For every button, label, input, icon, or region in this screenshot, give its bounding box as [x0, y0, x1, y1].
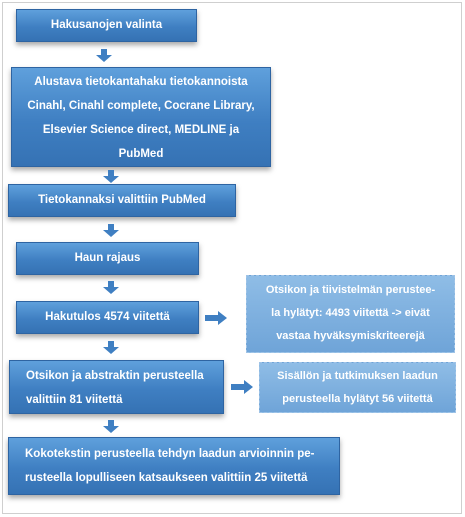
- step-text: rusteella lopulliseen katsaukseen valittiin 25 viitettä: [25, 472, 308, 484]
- arrow-down-icon: [103, 341, 119, 354]
- step-text: Elsevier Science direct, MEDLINE ja: [42, 124, 240, 136]
- arrow-right-icon: [205, 311, 227, 325]
- arrow-down-icon: [103, 420, 119, 433]
- step-text: Haun rajaus: [74, 252, 141, 264]
- exclusion-text: vastaa hyväksymiskriteerejä: [276, 330, 425, 342]
- arrow-down-icon: [103, 170, 119, 183]
- step-text: Hakutulos 4574 viitettä: [45, 311, 170, 323]
- step-text: Hakusanojen valinta: [50, 19, 163, 31]
- arrow-down-icon: [96, 49, 112, 62]
- arrow-right-icon: [231, 380, 253, 394]
- step-search-limitation: [16, 242, 199, 275]
- step-text: PubMed: [118, 148, 164, 160]
- step-text: Otsikon ja abstraktin perusteella: [26, 370, 204, 382]
- exclusion-text: Sisällön ja tutkimuksen laadun: [277, 370, 438, 382]
- step-text: valittiin 81 viitettä: [26, 394, 123, 406]
- exclusion-text: perusteella hylätyt 56 viitettä: [282, 393, 433, 405]
- step-chosen-database: [8, 184, 236, 217]
- step-text: Tietokannaksi valittiin PubMed: [38, 194, 206, 206]
- step-text: Kokotekstin perusteella tehdyn laadun arvioinnin pe-: [25, 448, 315, 460]
- step-search-result: [16, 301, 199, 334]
- step-final-selection: [8, 437, 340, 495]
- step-text: Cinahl, Cinahl complete, Cocrane Library,: [27, 100, 255, 112]
- step-title-abstract-selection: [9, 360, 224, 414]
- exclusion-text: Otsikon ja tiivistelmän perustee-: [265, 284, 436, 296]
- step-keyword-selection: [16, 9, 197, 42]
- arrow-down-icon: [103, 224, 119, 237]
- exclusion-text: la hylätyt: 4493 viitettä -> eivät: [271, 307, 430, 319]
- arrow-down-icon: [103, 281, 119, 294]
- exclusion-content-quality: [259, 362, 456, 413]
- step-text: Alustava tietokantahaku tietokannoista: [34, 76, 248, 88]
- step-preliminary-database-search: [11, 67, 271, 167]
- exclusion-title-abstract: [246, 275, 455, 353]
